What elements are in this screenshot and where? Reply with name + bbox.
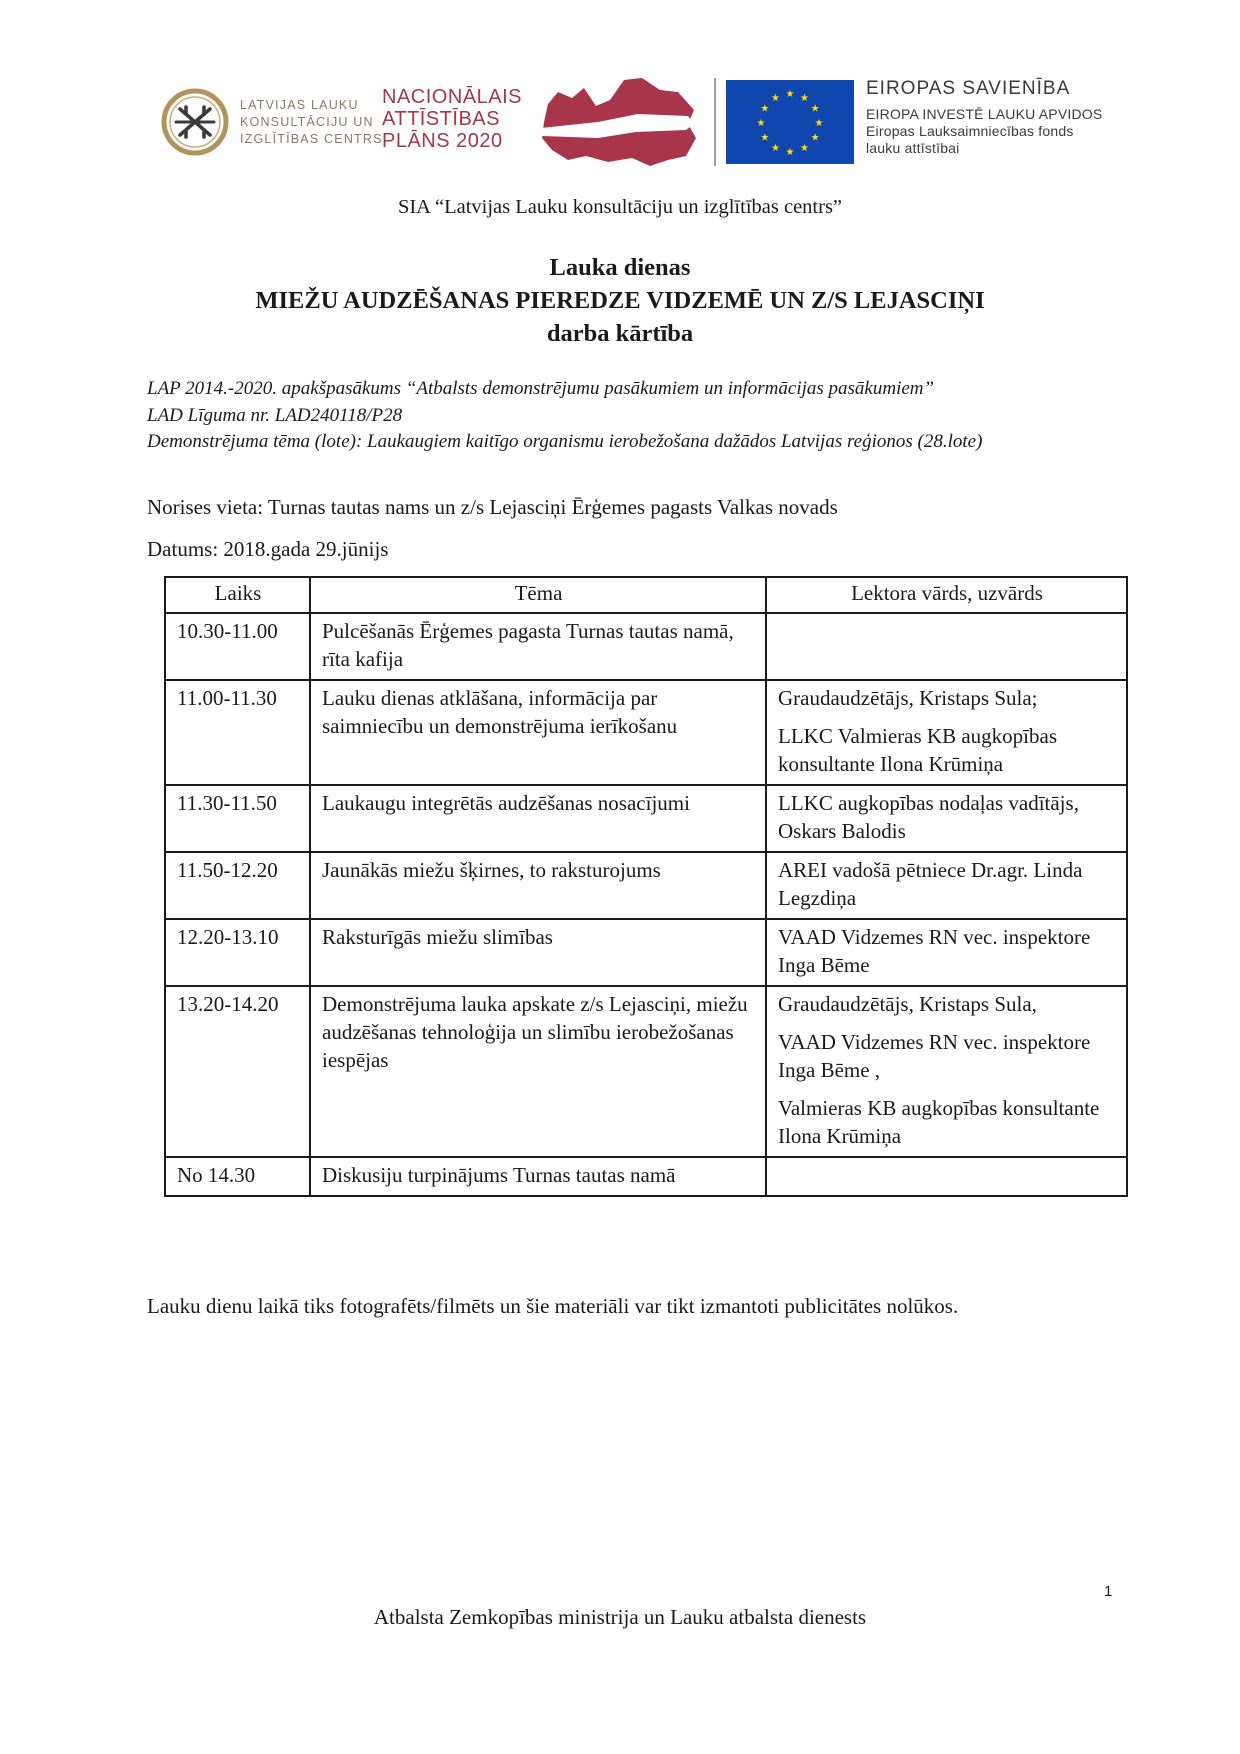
eu-line-1: EIROPA INVESTĒ LAUKU APVIDOS [866,106,1103,122]
header-topic: Tēma [310,577,766,613]
table-row [165,986,1127,1157]
llkc-logo [160,84,383,160]
table-row [165,785,1127,852]
lecturer-entry: VAAD Vidzemes RN vec. inspektore Inga Bēme [778,925,1091,977]
svg-text:★: ★ [771,143,780,155]
table-row [165,852,1127,919]
nap-logo-line-3: PLĀNS 2020 [382,130,503,152]
row-topic: Jaunākās miežu šķirnes, to raksturojums [310,852,766,919]
row-topic: Diskusiju turpinājums Turnas tautas namā [310,1157,766,1196]
row-lecturers [766,785,1127,852]
eu-line-2: Eiropas Lauksaimniecības fonds [866,123,1074,139]
agenda-table [164,576,1128,1197]
svg-text:★: ★ [760,103,770,115]
header-time: Laiks [165,577,310,613]
row-lecturers [766,852,1127,919]
table-row [165,1157,1127,1196]
svg-text:★: ★ [756,118,766,129]
meta-line-1: LAP 2014.-2020. apakšpasākums “Atbalsts demonstrējumu pasākumiem un informācijas pasākumiem” [147,378,935,399]
row-topic: Laukaugu integrētās audzēšanas nosacījumi [310,785,766,852]
lecturer-entry: LLKC augkopības nodaļas vadītājs, Oskars Balodis [778,791,1079,843]
agenda-rows [165,613,1127,1196]
nap-logo-line-2: ATTĪSTĪBAS [382,108,500,130]
svg-text:★: ★ [810,103,820,115]
svg-text:★: ★ [771,92,780,104]
row-lecturers [766,680,1127,785]
row-time: No 14.30 [165,1157,310,1196]
row-time: 13.20-14.20 [165,986,310,1157]
publicity-note: Lauku dienu laikā tiks fotografēts/filmēts un šie materiāli var tikt izmantoti publicitātes nolūkos. [147,1294,959,1318]
row-time: 11.30-11.50 [165,785,310,852]
eu-line-3: lauku attīstībai [866,140,960,156]
row-topic: Pulcēšanās Ērģemes pagasta Turnas tautas namā, rīta kafija [310,613,766,680]
page-number: 1 [1104,1583,1113,1600]
svg-text:★: ★ [810,132,820,144]
title-line-2: MIEŽU AUDZĒŠANAS PIEREDZE VIDZEMĒ UN Z/S LEJASCIŅI [255,287,985,314]
svg-text:★: ★ [785,89,795,100]
row-topic: Lauku dienas atklāšana, informācija par saimniecību un demonstrējuma ierīkošanu [310,680,766,785]
row-time: 11.00-11.30 [165,680,310,785]
svg-text:★: ★ [800,143,809,155]
program-meta [147,376,1107,456]
document-title [0,251,1240,350]
row-lecturers [766,919,1127,986]
row-lecturers [766,613,1127,680]
svg-text:★: ★ [760,132,770,144]
nap-logo-line-1: NACIONĀLAIS [382,86,522,108]
eu-title: EIROPAS SAVIENĪBA [866,78,1071,99]
meta-line-2: LAD Līguma nr. LAD240118/P28 [147,404,403,426]
eu-flag-icon [726,80,854,164]
title-line-1: Lauka dienas [549,254,691,281]
row-lecturers [766,986,1127,1157]
llkc-logo-line-1: LATVIJAS LAUKU [240,97,359,112]
nap-logo [382,86,522,152]
logo-band [160,76,1120,168]
svg-text:★: ★ [785,147,795,158]
llkc-emblem-icon [160,87,230,157]
llkc-logo-line-2: KONSULTĀCIJU UN [240,114,374,129]
row-time: 10.30-11.00 [165,613,310,680]
event-date: Datums: 2018.gada 29.jūnijs [147,537,389,561]
llkc-logo-line-3: IZGLĪTĪBAS CENTRS [240,131,383,146]
row-topic: Raksturīgās miežu slimības [310,919,766,986]
table-row [165,613,1127,680]
meta-line-3: Demonstrējuma tēma (lote): Laukaugiem kaitīgo organismu ierobežošana dažādos Latvijas reģionos (28.lote) [147,431,983,452]
row-lecturers [766,1157,1127,1196]
footer-support: Atbalsta Zemkopības ministrija un Lauku atbalsta dienests [373,1605,867,1629]
table-header-row [165,577,1127,613]
svg-text:★: ★ [800,92,809,104]
lecturer-entry: Graudaudzētājs, Kristaps Sula; [778,686,1038,710]
company-line: SIA “Latvijas Lauku konsultāciju un izglītības centrs” [397,196,843,218]
title-line-3: darba kārtība [546,320,694,347]
venue: Norises vieta: Turnas tautas nams un z/s Lejasciņi Ērģemes pagasts Valkas novads [147,495,838,519]
row-time: 11.50-12.20 [165,852,310,919]
row-time: 12.20-13.10 [165,919,310,986]
lecturer-entry: Graudaudzētājs, Kristaps Sula, [778,992,1037,1016]
latvia-map-flag-icon [538,76,700,168]
svg-text:★: ★ [814,118,824,129]
table-row [165,680,1127,785]
lecturer-entry: Valmieras KB augkopības konsultante Ilona Krūmiņa [778,1096,1100,1148]
logo-separator [714,78,716,166]
lecturer-entry: VAAD Vidzemes RN vec. inspektore Inga Bēme , [778,1030,1091,1082]
lecturer-entry: AREI vadošā pētniece Dr.agr. Linda Legzdiņa [778,858,1083,910]
row-topic: Demonstrējuma lauka apskate z/s Lejasciņi, miežu audzēšanas tehnoloģija un slimību ierobežošanas iespējas [310,986,766,1157]
lecturer-entry: LLKC Valmieras KB augkopības konsultante Ilona Krūmiņa [778,724,1057,776]
table-row [165,919,1127,986]
eu-text-block [866,78,1102,157]
header-lecturer: Lektora vārds, uzvārds [766,577,1127,613]
